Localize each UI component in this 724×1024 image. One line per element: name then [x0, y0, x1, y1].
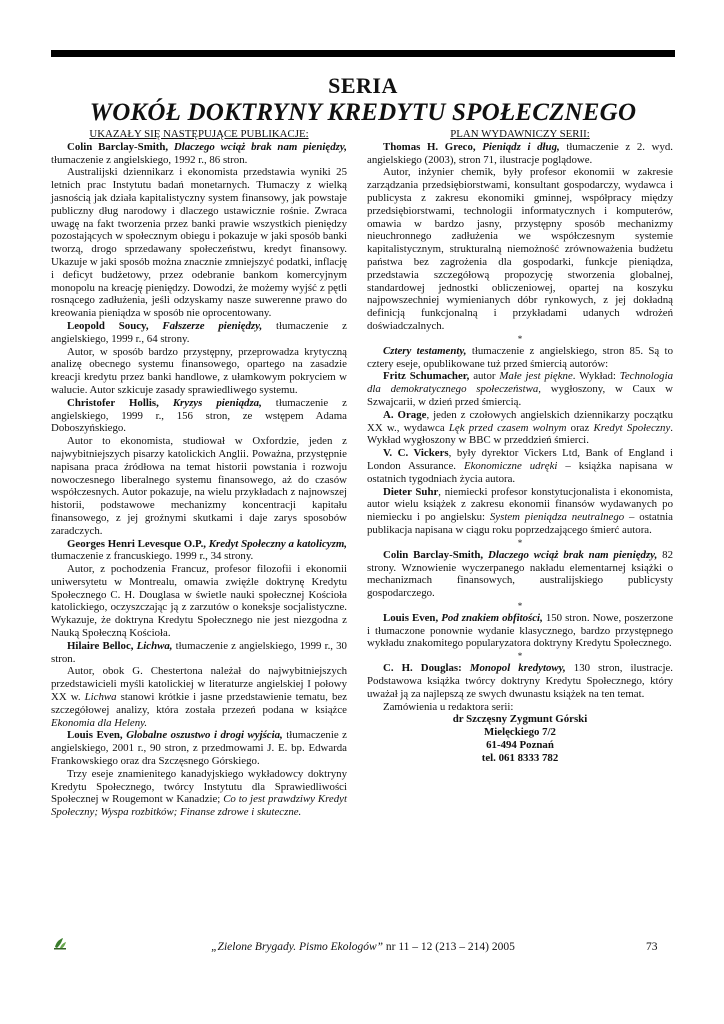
editor-phone: tel. 061 8333 782 — [481, 751, 559, 764]
plan-entry: Dieter Suhr, niemiecki profesor konstytucjonalista i ekonomista, autor wielu książek z zakresu ekonomii finansów wydawanych po niemiecku i po angielsku: System pieniądza neutralnego – ostatnia publikacja napisana w ciągu roku poprzedzającego śmierć autora. — [367, 485, 673, 536]
plan-entry: V. C. Vickers, były dyrektor Vickers Ltd, Bank of England i London Assurance. Ekonomiczne udręki – książka napisana w ostatnich tygodniach życia autora. — [367, 447, 673, 485]
top-rule — [51, 50, 675, 57]
plan-description: Autor, inżynier chemik, były profesor ekonomii w zakresie zarządzania przedsiębiorstwami, konsultant gospodarczy, wydawca i publicysta z zakresu ekonomiki gminnej, współpracy między przedsiębiorstwami, technologii informatycznych i komputerów, omawia w bardzo jasny, przystępny sposób mechanizmy nieuchronnego zadłużenia we współczesnym systemie kapitalistycznym, strukturalną niemożność zrównoważenia budżetu państwa bez zagrożenia dla gospodarki, funkcje pieniądza, przedstawia szczegółową propozycję stworzenia globalnej, standardowej jednostki obliczeniowej, opartej na koszyku najpowszechniej wymienianych dóbr rynkowych, z jej dokładną definicją funkcjonalną i przykładami udanych wdrożeń doświadczalnych. — [367, 166, 673, 332]
left-column — [51, 128, 347, 819]
plan-entry: A. Orage, jeden z czołowych angielskich dziennikarzy początku XX w., wydawca Lęk przed czasem wolnym oraz Kredyt Społeczny. Wykład wygłoszony w BBC w przeddzień śmierci. — [367, 408, 673, 447]
publication-entry: Leopold Soucy, Fałszerze pieniędzy, tłumaczenie z angielskiego, 1999 r., 64 strony. — [51, 319, 347, 345]
publication-entry: Hilaire Belloc, Lichwa, tłumaczenie z angielskiego, 1999 r., 30 stron. — [51, 639, 347, 665]
section-separator: * — [517, 600, 523, 611]
publication-description: Autor to ekonomista, studiował w Oxfordzie, jeden z najwybitniejszych pisarzy katolickich Anglii. Poważna, przystępnie napisana praca źródłowa na temat historii powstania i rozwoju nowoczesnego liberalnego systemu finansowego, aż do czasów współczesnych. Autor pokazuje, na wielu przykładach z najnowszej historii, podstawowe mechanizmy koncentracji kapitału finansowego, z jej groźnymi skutkami i daje zarys sposobów zaradczych. — [51, 435, 347, 537]
publication-entry: Christofer Hollis, Kryzys pieniądza, tłumaczenie z angielskiego, 1999 r., 156 stron, ze wstępem Adama Doboszyńskiego. — [51, 396, 347, 435]
orders-note: Zamówienia u redaktora serii: — [383, 700, 514, 713]
published-heading: UKAZAŁY SIĘ NASTĘPUJĄCE PUBLIKACJE: — [89, 128, 309, 140]
right-column — [367, 128, 673, 765]
series-label: SERIA — [328, 73, 398, 98]
plan-entry: Fritz Schumacher, autor Małe jest piękne. Wykład: Technologia dla demokratycznego społeczeństwa, wygłoszony, w Caux w Szwajcarii, w dzień przed śmiercią. — [367, 370, 674, 408]
plan-heading: PLAN WYDAWNICZY SERII: — [450, 128, 590, 140]
publication-entry: Colin Barclay-Smith, Dlaczego wciąż brak nam pieniędzy, tłumaczenie z angielskiego, 1992 r., 86 stron. — [51, 140, 347, 166]
plan-entry: Cztery testamenty, tłumaczenie z angielskiego, stron 85. Są to cztery eseje, opublikowane tuż przed śmiercią autorów: — [367, 344, 673, 370]
publication-entry: Georges Henri Levesque O.P., Kredyt Społeczny a katolicyzm, tłumaczenie z francuskiego. 1999 r., 34 strony. — [51, 537, 347, 563]
page-number: 73 — [646, 941, 658, 953]
series-title: WOKÓŁ DOKTRYNY KREDYTU SPOŁECZNEGO — [89, 99, 637, 126]
publication-description: Autor, w sposób bardzo przystępny, przeprowadza krytyczną analizę obecnego systemu finansowego, opartego na zasadzie kreacji kredytu przez banki handlowe, z ułamkowym pokryciem w walucie. Autor szkicuje zasady sprawiedliwego systemu. — [51, 345, 347, 396]
editor-street: Mielęckiego 7/2 — [484, 726, 556, 739]
editor-city: 61-494 Poznań — [486, 739, 554, 752]
footer-journal-line: „Zielone Brygady. Pismo Ekologów” nr 11 – 12 (213 – 214) 2005 — [211, 941, 515, 953]
publication-description: Trzy eseje znamienitego kanadyjskiego wykładowcy doktryny Kredytu Społecznego, twórcy Instytutu dla Sprawiedliwości Społecznej w Rougemont w Kanadzie; Co to jest prawdziwy Kredyt Społeczny; Wyspa rozbitków; Finanse zdrowe i skuteczne. — [51, 767, 347, 819]
section-separator: * — [517, 651, 523, 662]
plan-entry: Colin Barclay-Smith, Dlaczego wciąż brak nam pieniędzy, 82 strony. Wznowienie wyczerpanego nakładu elementarnej książki o mechanizmach finansowych, australijskiego publicysty gospodarczego. — [367, 548, 673, 600]
publication-description: Autor, z pochodzenia Francuz, profesor filozofii i ekonomii uniwersytetu w Montrealu, omawia zwięźle doktrynę Kredytu Społecznego C. H. Douglasa w świetle nauki społecznej Kościoła katolickiego, oczyszczając ją z zarzutów o koneksje socjalistyczne. Wykazuje, że doktryna Kredytu Społecznego nie jest niezgodna z Nauką Społeczną Kościoła. — [51, 563, 347, 640]
publication-description: Australijski dziennikarz i ekonomista przedstawia wyniki 25 letnich prac Instytutu badań monetarnych. Tłumaczy z wielką jasnością jak działa kapitalistyczny system finansowy, jak powstaje publiczny dług narodowy i dlaczego ustawicznie rośnie. Zwraca uwagę na fakt tworzenia przez banki prawie wszystkich pieniędzy pozostających w społecznym obiegu i pokazuje w jaki sposób banki tworzą, drogo sprzedawany społeczeństwu, kredyt finansowy. Ukazuje w jaki sposób można znacznie zmniejszyć podatki, inflację i deficyt budżetowy, przez odebranie bankom komercyjnym monopolu na kreację pieniędzy. Dowodzi, że możemy wyjść z pętli rosnącego zadłużenia, jeśli odzyskamy nasze suwerenne prawo do kreowania pieniądza w sposób nie oprocentowany. — [51, 166, 347, 320]
section-separator: * — [517, 537, 523, 548]
plan-entry: C. H. Douglas: Monopol kredytowy, 130 stron, ilustracje. Podstawowa książka twórcy doktryny Kredytu Społecznego, który uważał ją za najlepszą ze swych dwunastu książek na ten temat. — [367, 662, 673, 700]
publication-description: Autor, obok G. Chestertona należał do najwybitniejszych przedstawicieli myśli katolickiej w literaturze angielskiej I połowy XX w. Lichwa stanowi krótkie i jasne przedstawienie tematu, bez szczegółowej analizy, która została przezeń podana w książce Ekonomia dla Heleny. — [51, 665, 348, 729]
editor-name: dr Szczęsny Zygmunt Górski — [452, 713, 588, 726]
plan-entry: Louis Even, Pod znakiem obfitości, 150 stron. Nowe, poszerzone i tłumaczone ponownie wydanie klasycznego, bardzo przystępnego wykładu znakomitego popularyzatora doktryny Kredytu Społecznego. — [367, 611, 674, 650]
section-separator: * — [517, 333, 523, 344]
plan-entry: Thomas H. Greco, Pieniądz i dług, tłumaczenie z 2. wyd. angielskiego (2003), stron 71, ilustracje poglądowe. — [367, 140, 673, 166]
publication-entry: Louis Even, Globalne oszustwo i drogi wyjścia, tłumaczenie z angielskiego, 2001 r., 90 stron, z przedmowami J. E. bp. Edwarda Frankowskiego oraz dra Szczęsnego Górskiego. — [51, 729, 347, 768]
